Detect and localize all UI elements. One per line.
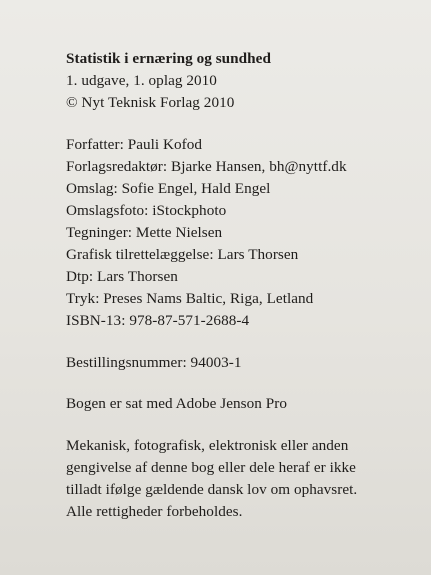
edition-line: 1. udgave, 1. oplag 2010 bbox=[66, 72, 217, 89]
credit-design: Grafisk tilrettelæggelse: Lars Thorsen bbox=[66, 246, 299, 263]
credit-dtp: Dtp: Lars Thorsen bbox=[66, 268, 178, 285]
credit-isbn: ISBN-13: 978-87-571-2688-4 bbox=[66, 312, 250, 329]
credit-author: Forfatter: Pauli Kofod bbox=[66, 136, 203, 153]
order-number-block bbox=[66, 352, 411, 374]
rights-line: Mekanisk, fotografisk, elektronisk eller anden bbox=[66, 437, 349, 454]
copyright-line: © Nyt Teknisk Forlag 2010 bbox=[66, 94, 235, 111]
spacer bbox=[66, 332, 411, 352]
credits-list bbox=[66, 134, 411, 332]
rights-line: tilladt ifølge gældende dansk lov om ophavsret. bbox=[66, 481, 358, 498]
publication-info bbox=[66, 48, 411, 114]
book-title: Statistik i ernæring og sundhed bbox=[66, 50, 271, 67]
credit-cover-photo: Omslagsfoto: iStockphoto bbox=[66, 202, 227, 219]
typeset-block bbox=[66, 393, 411, 415]
rights-line: Alle rettigheder forbeholdes. bbox=[66, 503, 243, 520]
credit-printer: Tryk: Preses Nams Baltic, Riga, Letland bbox=[66, 290, 314, 307]
rights-notice bbox=[66, 435, 411, 523]
spacer bbox=[66, 374, 411, 393]
credit-drawings: Tegninger: Mette Nielsen bbox=[66, 224, 223, 241]
credit-cover: Omslag: Sofie Engel, Hald Engel bbox=[66, 180, 271, 197]
rights-line: gengivelse af denne bog eller dele heraf er ikke bbox=[66, 459, 356, 476]
order-number: Bestillingsnummer: 94003-1 bbox=[66, 354, 242, 371]
spacer bbox=[66, 415, 411, 435]
spacer bbox=[66, 114, 411, 134]
credit-editor: Forlagsredaktør: Bjarke Hansen, bh@nyttf.dk bbox=[66, 158, 347, 175]
typeset-note: Bogen er sat med Adobe Jenson Pro bbox=[66, 395, 287, 412]
